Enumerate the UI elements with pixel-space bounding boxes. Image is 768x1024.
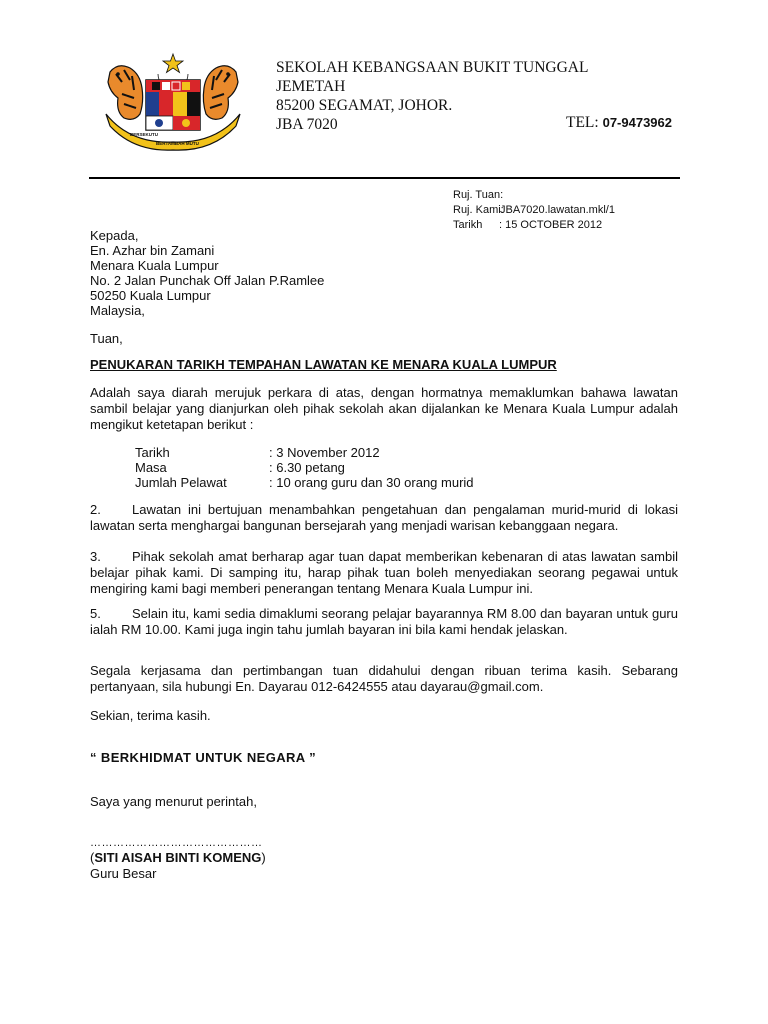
paragraph-number: 5. bbox=[90, 606, 101, 621]
signer-role: Guru Besar bbox=[90, 866, 157, 881]
letter-subject: PENUKARAN TARIKH TEMPAHAN LAWATAN KE MENARA KUALA LUMPUR bbox=[90, 357, 557, 372]
signer-name bbox=[90, 850, 266, 865]
svg-text:BERSEKUTU: BERSEKUTU bbox=[130, 132, 159, 137]
ruj-kami-value: JBA7020.lawatan.mkl/1 bbox=[500, 204, 615, 216]
detail-row bbox=[135, 445, 474, 460]
paragraph-text: Pihak sekolah amat berharap agar tuan dapat memberikan kebenaran di atas lawatan sambil belajar pihak kami. Di samping itu, harap pihak tuan boleh menyediakan seorang pegawai untuk mengiring kami bagi memberi penerangan tentang Menara Kuala Lumpur ini. bbox=[90, 549, 678, 596]
reference-block bbox=[453, 188, 615, 233]
obey-line: Saya yang menurut perintah, bbox=[90, 794, 257, 809]
svg-text:BERTAMBAH MUTU: BERTAMBAH MUTU bbox=[156, 141, 199, 146]
tarikh-value: : 15 OCTOBER 2012 bbox=[499, 219, 603, 231]
school-code: JBA 7020 bbox=[276, 116, 338, 133]
detail-value: : 3 November 2012 bbox=[269, 445, 380, 460]
intro-text: Adalah saya diarah merujuk perkara di atas, dengan hormatnya memaklumkan bahawa lawatan sambil belajar yang dianjurkan oleh pihak sekolah akan dijalankan ke Menara Kuala Lumpur adalah mengikut ketetapan berikut : bbox=[90, 385, 678, 432]
detail-value: : 6.30 petang bbox=[269, 460, 345, 475]
closing-line: Sekian, terima kasih. bbox=[90, 708, 211, 723]
visit-details bbox=[135, 445, 474, 490]
recipient-street: No. 2 Jalan Punchak Off Jalan P.Ramlee bbox=[90, 273, 325, 288]
detail-value: : 10 orang guru dan 30 orang murid bbox=[269, 475, 474, 490]
service-motto: “ BERKHIDMAT UNTUK NEGARA ” bbox=[90, 750, 317, 765]
paragraph-3 bbox=[90, 549, 678, 597]
ruj-tuan-label: Ruj. Tuan: bbox=[453, 189, 504, 201]
tel-number: 07-9473962 bbox=[602, 115, 672, 130]
tarikh-label: Tarikh bbox=[453, 219, 483, 231]
detail-label: Masa bbox=[135, 460, 167, 475]
paragraph-5 bbox=[90, 606, 678, 638]
thanks-paragraph bbox=[90, 663, 678, 695]
salutation: Tuan, bbox=[90, 331, 123, 346]
paragraph-number: 3. bbox=[90, 549, 101, 564]
coat-of-arms-logo bbox=[100, 52, 246, 152]
intro-paragraph bbox=[90, 385, 678, 433]
detail-row bbox=[135, 475, 474, 490]
kepada: Kepada, bbox=[90, 228, 139, 243]
header-divider bbox=[89, 177, 680, 179]
signer-name-text: SITI AISAH BINTI KOMENG bbox=[94, 850, 262, 865]
tel-label: TEL: bbox=[566, 114, 599, 131]
paragraph-text: Lawatan ini bertujuan menambahkan pengetahuan dan pengalaman murid-murid di lokasi lawatan serta menghargai bangunan bersejarah yang menjadi warisan kebanggaan negara. bbox=[90, 502, 678, 533]
paragraph-text: Selain itu, kami sedia dimaklumi seorang pelajar bayarannya RM 8.00 dan bayaran untuk guru ialah RM 10.00. Kami juga ingin tahu jumlah bayaran ini bila kami hendak jelaskan. bbox=[90, 606, 678, 637]
paragraph-2 bbox=[90, 502, 678, 534]
detail-label: Jumlah Pelawat bbox=[135, 475, 227, 490]
detail-label: Tarikh bbox=[135, 445, 170, 460]
recipient-city: 50250 Kuala Lumpur bbox=[90, 288, 211, 303]
thanks-text: Segala kerjasama dan pertimbangan tuan didahului dengan ribuan terima kasih. Sebarang pertanyaan, sila hubungi En. Dayarau 012-6424555 atau dayarau@gmail.com. bbox=[90, 663, 678, 694]
detail-row bbox=[135, 460, 474, 475]
recipient-address bbox=[90, 228, 324, 318]
recipient-country: Malaysia, bbox=[90, 303, 145, 318]
signature-line: ……………………………………… bbox=[90, 837, 263, 849]
school-location: JEMETAH bbox=[276, 78, 346, 95]
paragraph-number: 2. bbox=[90, 502, 101, 517]
telephone bbox=[566, 114, 672, 132]
signer-close-paren: ) bbox=[261, 850, 266, 865]
ruj-kami-label: Ruj. Kami: bbox=[453, 204, 504, 216]
recipient-org: Menara Kuala Lumpur bbox=[90, 258, 219, 273]
school-name: SEKOLAH KEBANGSAAN BUKIT TUNGGAL bbox=[276, 59, 589, 76]
recipient-name: En. Azhar bin Zamani bbox=[90, 243, 215, 258]
letterhead bbox=[276, 58, 588, 134]
school-address: 85200 SEGAMAT, JOHOR. bbox=[276, 97, 453, 114]
signer-open-paren: ( bbox=[90, 850, 95, 865]
